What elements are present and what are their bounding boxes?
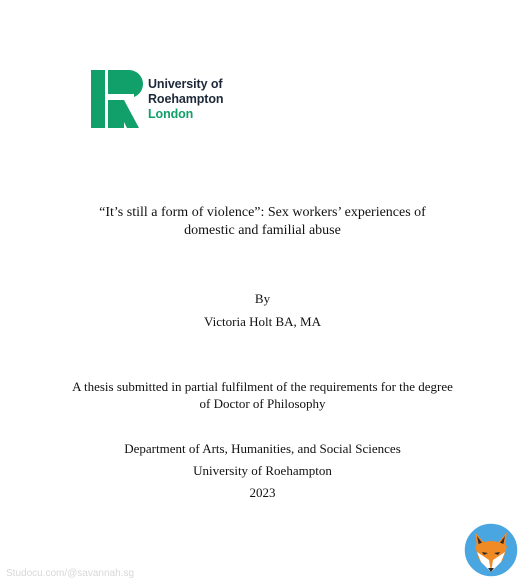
thesis-statement-line-2: of Doctor of Philosophy	[199, 396, 326, 411]
logo-text-university-of: University of	[148, 77, 223, 91]
watermark-text: Studocu.com/@savannah.sg	[6, 568, 135, 579]
logo-text-london: London	[148, 107, 194, 121]
submission-year: 2023	[249, 485, 276, 500]
logo-text-roehampton: Roehampton	[148, 92, 224, 106]
department-name: Department of Arts, Humanities, and Social Sciences	[124, 441, 401, 456]
thesis-statement-line-1: A thesis submitted in partial fulfilment of the requirements for the degree	[72, 379, 453, 394]
roehampton-r-logo-icon	[91, 68, 145, 130]
thesis-title-line-1: “It’s still a form of violence”: Sex workers’ experiences of	[99, 205, 426, 220]
by-label: By	[254, 291, 271, 306]
thesis-title	[0, 204, 525, 240]
university-logo	[91, 68, 236, 130]
thesis-title-line-2: domestic and familial abuse	[184, 223, 341, 238]
fox-icon	[463, 522, 519, 578]
thesis-statement	[0, 378, 525, 412]
university-name: University of Roehampton	[193, 463, 332, 478]
author-name: Victoria Holt BA, MA	[204, 314, 321, 329]
